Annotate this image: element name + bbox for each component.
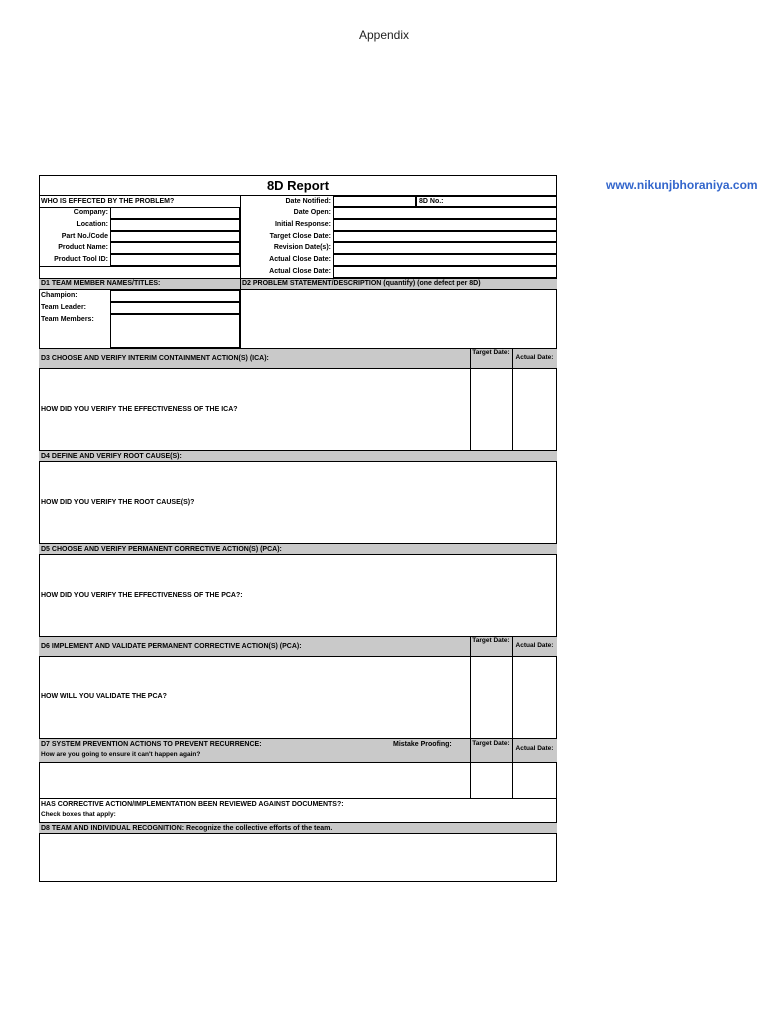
- company-label: Company:: [73, 209, 108, 216]
- d8-recognition-field[interactable]: [40, 835, 556, 881]
- report-no-label: 8D No.:: [419, 198, 444, 205]
- d7-actual-date-field[interactable]: [513, 764, 556, 797]
- d7-target-date-field[interactable]: [471, 764, 511, 797]
- product-tool-id-field[interactable]: [110, 254, 240, 266]
- d3-target-date-field[interactable]: [471, 370, 511, 449]
- d7-actual-date-label: Actual Date:: [515, 745, 554, 752]
- divider: [39, 266, 240, 267]
- mistake-proofing-label: Mistake Proofing:: [393, 741, 452, 748]
- team-leader-label: Team Leader:: [41, 304, 86, 311]
- report-no-field[interactable]: [416, 196, 557, 207]
- d7-subheader: How are you going to ensure it can't happen again?: [41, 751, 201, 758]
- d7-actions-field[interactable]: [40, 764, 470, 797]
- date-notified-label: Date Notified:: [285, 198, 331, 205]
- d2-header: D2 PROBLEM STATEMENT/DESCRIPTION (quantify) (one defect per 8D): [242, 280, 481, 287]
- champion-label: Champion:: [41, 292, 78, 299]
- target-close-date-field[interactable]: [333, 231, 557, 242]
- team-members-label: Team Members:: [41, 316, 94, 323]
- actual-close-date-label: Actual Close Date:: [269, 256, 331, 263]
- team-members-field[interactable]: [110, 314, 240, 348]
- d6-actual-date-field[interactable]: [513, 658, 556, 737]
- d6-target-date-field[interactable]: [471, 658, 511, 737]
- product-name-label: Product Name:: [58, 244, 108, 251]
- actual-close-date-label-2: Actual Close Date:: [269, 268, 331, 275]
- champion-field[interactable]: [110, 290, 240, 302]
- d3-question: HOW DID YOU VERIFY THE EFFECTIVENESS OF THE ICA?: [41, 406, 238, 413]
- d4-question: HOW DID YOU VERIFY THE ROOT CAUSE(S)?: [41, 499, 195, 506]
- actual-close-date-field-2[interactable]: [333, 266, 557, 278]
- location-label: Location:: [76, 221, 108, 228]
- product-name-field[interactable]: [110, 242, 240, 254]
- revision-dates-field[interactable]: [333, 242, 557, 254]
- company-field[interactable]: [110, 207, 240, 219]
- d3-header: D3 CHOOSE AND VERIFY INTERIM CONTAINMENT ACTION(S) (ICA):: [41, 355, 269, 362]
- d8-header: D8 TEAM AND INDIVIDUAL RECOGNITION: Recognize the collective efforts of the team.: [41, 825, 333, 832]
- d6-header: D6 IMPLEMENT AND VALIDATE PERMANENT CORRECTIVE ACTION(S) (PCA):: [41, 643, 302, 650]
- d6-question: HOW WILL YOU VALIDATE THE PCA?: [41, 693, 167, 700]
- d5-question: HOW DID YOU VERIFY THE EFFECTIVENESS OF THE PCA?:: [41, 592, 243, 599]
- d6-target-date-label: Target Date:: [472, 637, 510, 644]
- part-no-field[interactable]: [110, 231, 240, 242]
- page-heading: Appendix: [358, 28, 410, 42]
- d3-target-date-label: Target Date:: [472, 349, 510, 356]
- d5-header: D5 CHOOSE AND VERIFY PERMANENT CORRECTIVE ACTION(S) (PCA):: [41, 546, 282, 553]
- report-title: 8D Report: [266, 178, 330, 193]
- target-close-date-label: Target Close Date:: [269, 233, 331, 240]
- actual-close-date-field[interactable]: [333, 254, 557, 266]
- review-question: HAS CORRECTIVE ACTION/IMPLEMENTATION BEEN REVIEWED AGAINST DOCUMENTS?:: [41, 801, 344, 808]
- location-field[interactable]: [110, 219, 240, 231]
- review-note: Check boxes that apply:: [41, 811, 116, 818]
- d7-header: D7 SYSTEM PREVENTION ACTIONS TO PREVENT RECURRENCE:: [41, 741, 262, 748]
- problem-statement-field[interactable]: [241, 291, 556, 347]
- initial-response-field[interactable]: [333, 219, 557, 231]
- date-open-field[interactable]: [333, 207, 557, 219]
- d4-header: D4 DEFINE AND VERIFY ROOT CAUSE(S):: [41, 453, 182, 460]
- d3-actual-date-field[interactable]: [513, 370, 556, 449]
- divider: [240, 195, 241, 278]
- date-notified-field[interactable]: [333, 196, 416, 207]
- d3-actual-date-label: Actual Date:: [515, 354, 554, 361]
- who-affected-header: WHO IS EFFECTED BY THE PROBLEM?: [41, 198, 175, 205]
- team-leader-field[interactable]: [110, 302, 240, 314]
- d7-target-date-label: Target Date:: [472, 740, 510, 747]
- d6-actual-date-label: Actual Date:: [515, 642, 554, 649]
- website-link[interactable]: www.nikunjbhoraniya.com: [606, 178, 758, 192]
- d1-header: D1 TEAM MEMBER NAMES/TITLES:: [41, 280, 161, 287]
- date-open-label: Date Open:: [293, 209, 331, 216]
- product-tool-id-label: Product Tool ID:: [54, 256, 108, 263]
- part-no-label: Part No./Code: [61, 233, 108, 240]
- revision-dates-label: Revision Date(s):: [273, 244, 331, 251]
- initial-response-label: Initial Response:: [274, 221, 331, 228]
